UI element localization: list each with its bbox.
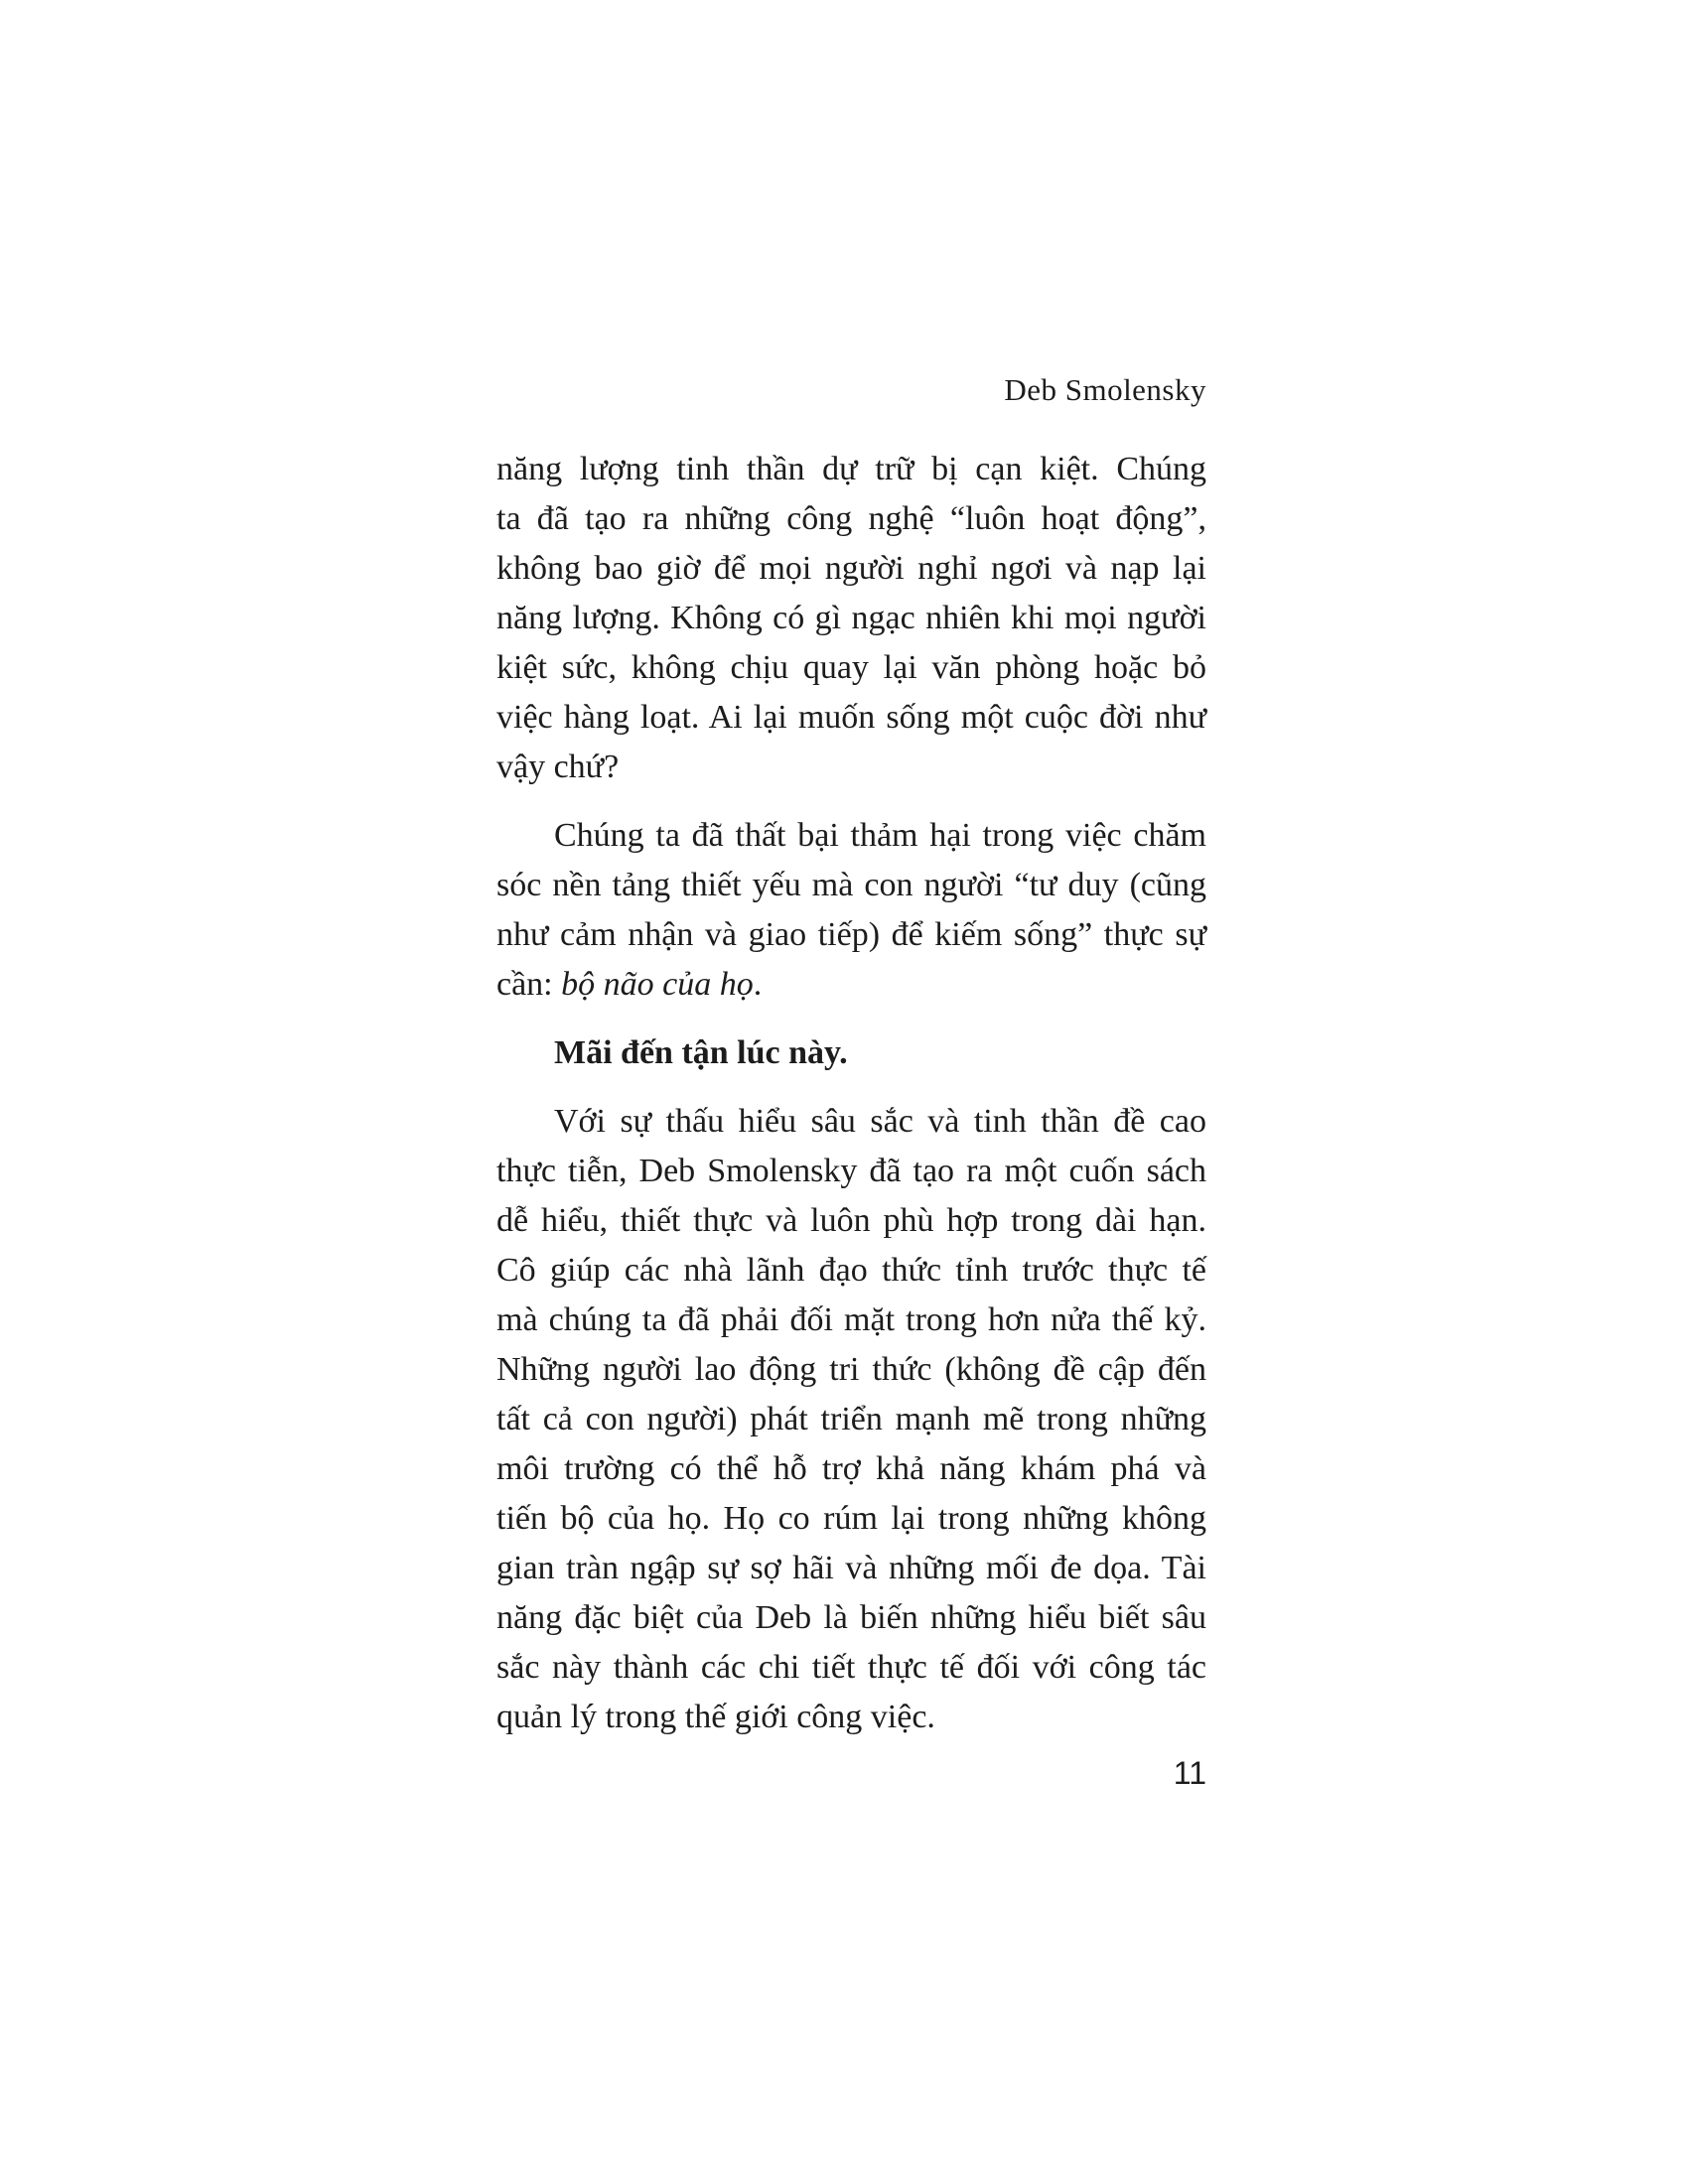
- text-segment: gian tràn ngập sự sợ hãi và những mối đe dọa. Tài: [496, 1550, 1206, 1586]
- text-segment: mà chúng ta đã phải đối mặt trong hơn nửa thế kỷ.: [496, 1301, 1206, 1338]
- text-segment: quản lý trong thế giới công việc.: [496, 1699, 935, 1735]
- text-line: [496, 1693, 1206, 1742]
- running-header: Deb Smolensky: [1004, 372, 1206, 407]
- text-segment: Chúng ta đã thất bại thảm hại trong việc chăm: [554, 817, 1206, 854]
- text-segment: thực tiễn, Deb Smolensky đã tạo ra một cuốn sách: [496, 1153, 1206, 1189]
- paragraph: [496, 811, 1206, 1010]
- text-line: [496, 445, 1206, 494]
- text-line: [496, 861, 1206, 910]
- text-segment: việc hàng loạt. Ai lại muốn sống một cuộc đời như: [496, 699, 1206, 736]
- text-segment: .: [753, 966, 763, 1003]
- italic-text: bộ não của họ: [561, 966, 754, 1003]
- text-line: [496, 811, 1206, 861]
- text-line: [496, 1196, 1206, 1246]
- text-line: [496, 1296, 1206, 1345]
- text-segment: cần:: [496, 966, 562, 1003]
- text-line: [496, 960, 1206, 1010]
- text-line: [496, 594, 1206, 643]
- text-line: [496, 1345, 1206, 1395]
- text-segment: Với sự thấu hiểu sâu sắc và tinh thần đề cao: [554, 1103, 1206, 1140]
- text-line: [496, 643, 1206, 693]
- text-line: [496, 743, 1206, 792]
- text-segment: kiệt sức, không chịu quay lại văn phòng hoặc bỏ: [496, 649, 1206, 686]
- text-line: [496, 1147, 1206, 1196]
- text-segment: năng đặc biệt của Deb là biến những hiểu biết sâu: [496, 1599, 1206, 1636]
- paragraph: [496, 445, 1206, 792]
- text-line: [496, 1097, 1206, 1147]
- text-segment: ta đã tạo ra những công nghệ “luôn hoạt động”,: [496, 500, 1206, 537]
- text-segment: Những người lao động tri thức (không đề cập đến: [496, 1351, 1206, 1388]
- text-segment: như cảm nhận và giao tiếp) để kiếm sống” thực sự: [496, 916, 1206, 953]
- text-line: [496, 1246, 1206, 1296]
- text-segment: năng lượng tinh thần dự trữ bị cạn kiệt. Chúng: [496, 451, 1206, 487]
- text-segment: sắc này thành các chi tiết thực tế đối với công tác: [496, 1649, 1206, 1686]
- text-line: [496, 1544, 1206, 1593]
- text-line: [496, 1494, 1206, 1544]
- body-text: [496, 445, 1206, 1761]
- text-line: [496, 1395, 1206, 1444]
- text-segment: môi trường có thể hỗ trợ khả năng khám phá và: [496, 1450, 1206, 1487]
- page-number: 11: [1173, 1755, 1206, 1791]
- text-segment: tất cả con người) phát triển mạnh mẽ trong những: [496, 1401, 1206, 1437]
- text-segment: vậy chứ?: [496, 749, 620, 785]
- paragraph: [496, 1097, 1206, 1742]
- text-line: [496, 693, 1206, 743]
- text-segment: dễ hiểu, thiết thực và luôn phù hợp trong dài hạn.: [496, 1202, 1206, 1239]
- text-line: [496, 494, 1206, 544]
- text-segment: tiến bộ của họ. Họ co rúm lại trong những không: [496, 1500, 1206, 1537]
- text-line: [496, 910, 1206, 960]
- text-line: [496, 1643, 1206, 1693]
- text-line: [496, 544, 1206, 594]
- text-segment: sóc nền tảng thiết yếu mà con người “tư duy (cũng: [496, 867, 1206, 903]
- text-segment: Cô giúp các nhà lãnh đạo thức tỉnh trước thực tế: [496, 1252, 1206, 1289]
- text-segment: Mãi đến tận lúc này.: [554, 1034, 848, 1071]
- section-heading: [496, 1028, 1206, 1078]
- text-segment: không bao giờ để mọi người nghỉ ngơi và nạp lại: [496, 550, 1206, 587]
- text-segment: năng lượng. Không có gì ngạc nhiên khi mọi người: [496, 600, 1206, 636]
- text-line: [496, 1593, 1206, 1643]
- text-line: [496, 1444, 1206, 1494]
- text-line: [496, 1028, 1206, 1078]
